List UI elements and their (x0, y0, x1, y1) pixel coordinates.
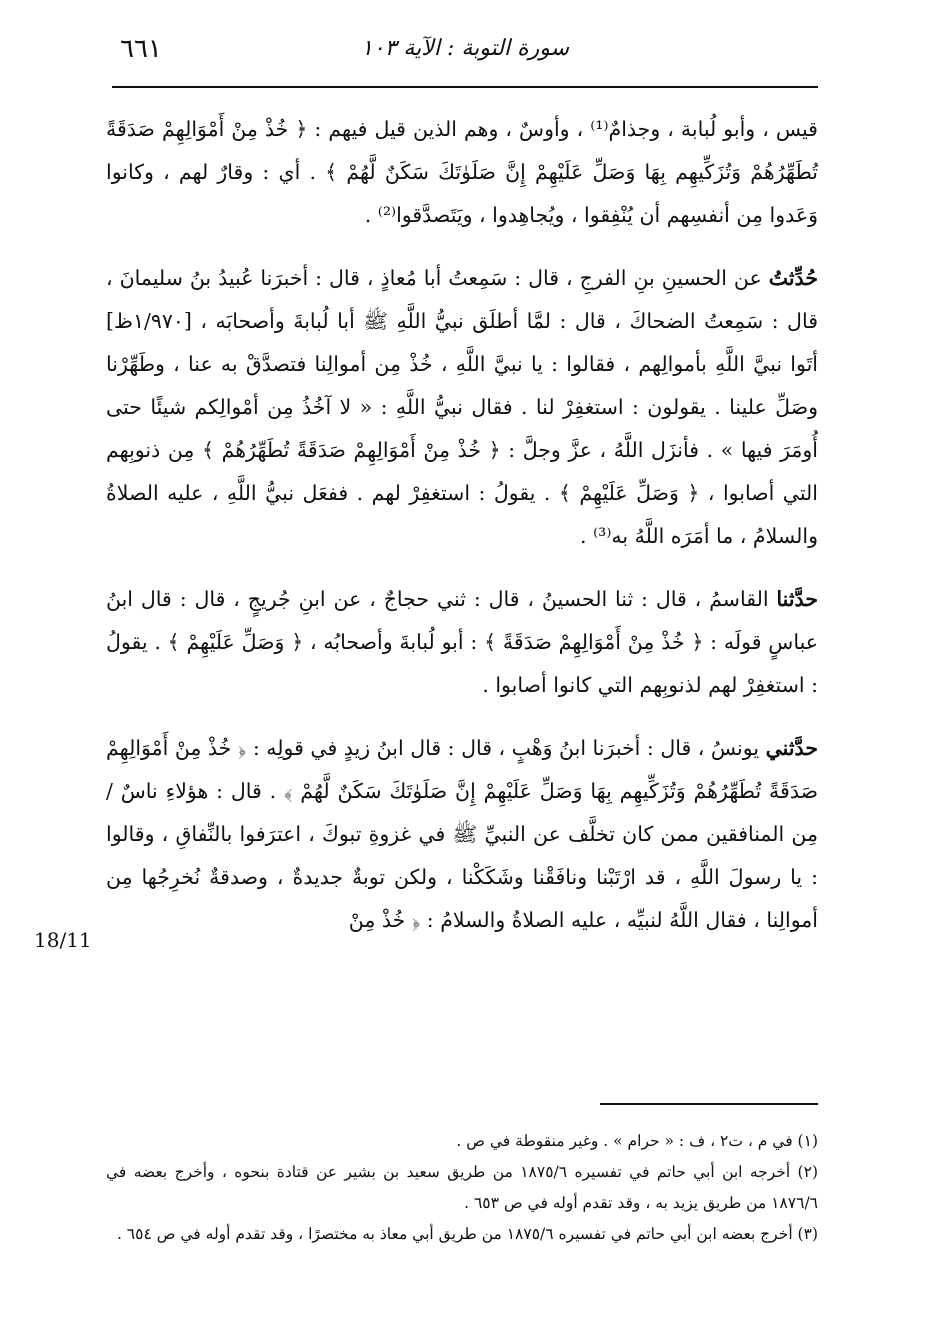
paragraph-3 (106, 578, 818, 707)
main-text (106, 108, 818, 962)
footnote-3: (٣) أخرج بعضه ابن أبي حاتم في تفسيره ١٨٧٥/٦ من طريق أبي معاذ به مختصرًا ، وقد تقدم أوله في ص ٦٥٤ . (116, 1225, 818, 1243)
paragraph-4-text: يونسُ ، قال : أخبرَنا ابنُ وَهْبٍ ، قال : قال ابنُ زيدٍ في قولِه : ﴿ خُذْ مِنْ أَمْوَالِهِمْ صَدَقَةً تُطَهِّرُهُمْ وَتُزَكِّيهِم بِهَا وَصَلِّ عَلَيْهِمْ إِنَّ صَلَوٰتَكَ سَكَنٌ لَّهُمْ ﴾ . قال : هؤلاءِ ناسٌ / مِن المنافقين ممن كان تخلَّف عن النبيِّ ﷺ في غزوةِ تبوكَ ، اعترَفوا بالنِّفاقِ ، وقالوا : يا رسولَ اللَّهِ ، قد ارْتَبْنا ونافَقْنا وشَكَكْنا ، ولكن توبةٌ جديدةٌ ، وصدقةٌ نُخرِجُها مِن أموالِنا ، فقال اللَّهُ لنبيِّه ، عليه الصلاةُ والسلامُ : ﴿ خُذْ مِنْ (106, 736, 818, 932)
running-title: سورة التوبة : الآية ١٠٣ (360, 36, 570, 61)
paragraph-3-text: القاسمُ ، قال : ثنا الحسينُ ، قال : ثني حجاجٌ ، عن ابنِ جُريجٍ ، قال : قال ابنُ عباسٍ قولَه : ﴿ خُذْ مِنْ أَمْوَالِهِمْ صَدَقَةً ﴾ : أبو لُبابةَ وأصحابُه ، ﴿ وَصَلِّ عَلَيْهِمْ ﴾ . يقولُ : استغفِرْ لهم لذنوبِهم التي كانوا أصابوا . (106, 587, 818, 697)
footnote-2: (٢) أخرجه ابن أبي حاتم في تفسيره ١٨٧٥/٦ من طريق سعيد بن بشير عن قتادة بنحوه ، وأخرج بعضه في ١٨٧٦/٦ من طريق يزيد به ، وقد تقدم أوله في ص ٦٥٣ . (106, 1163, 818, 1212)
footnote-1: (١) في م ، ت٢ ، ف : « حرام » . وغير منقوطة في ص . (456, 1132, 818, 1150)
paragraph-4-lead: حدَّثني (765, 736, 818, 760)
header-rule (112, 86, 818, 88)
paragraph-1-text: قيس ، وأبو لُبابة ، وجذامٌ⁽¹⁾ ، وأوسٌ ، وهم الذين قيل فيهم : ﴿ خُذْ مِنْ أَمْوَالِهِمْ صَدَقَةً تُطَهِّرُهُمْ وَتُزَكِّيهِم بِهَا وَصَلِّ عَلَيْهِمْ إِنَّ صَلَوٰتَكَ سَكَنٌ لَّهُمْ ﴾ . أي : وقارٌ لهم ، وكانوا وَعَدوا مِن أنفسِهم أن يُنْفِقوا ، ويُجاهِدوا ، ويَتَصدَّقوا⁽²⁾ . (106, 117, 818, 227)
paragraph-4 (106, 727, 818, 942)
paragraph-1 (106, 108, 818, 237)
page-header (112, 30, 818, 70)
page-number: ٦٦١ (120, 34, 162, 64)
paragraph-2-text: عن الحسينِ بنِ الفرجِ ، قال : سَمِعتُ أبا مُعاذٍ ، قال : أخبرَنا عُبيدُ بنُ سليمانَ ، قال : سَمِعتُ الضحاكَ ، قال : لمَّا أطلَق نبيُّ اللَّهِ ﷺ أبا لُبابةَ وأصحابَه ، [١/٩٧٠ظ] أتَوا نبيَّ اللَّهِ بأموالِهم ، فقالوا : يا نبيَّ اللَّهِ ، خُذْ مِن أموالِنا فتصدَّقْ به عنا ، وطَهِّرْنا وصَلِّ علينا . يقولون : استغفِرْ لنا . فقال نبيُّ اللَّهِ : « لا آخُذُ مِن أمْوالِكم شيئًا حتى أُومَرَ فيها » . فأنزَل اللَّهُ ، عزَّ وجلَّ : ﴿ خُذْ مِنْ أَمْوَالِهِمْ صَدَقَةً تُطَهِّرُهُمْ ﴾ مِن ذنوبِهم التي أصابوا ، ﴿ وَصَلِّ عَلَيْهِمْ ﴾ . يقولُ : استغفِرْ لهم . ففعَل نبيُّ اللَّهِ ، عليه الصلاةُ والسلامُ ، ما أمَرَه اللَّهُ به⁽³⁾ . (106, 266, 818, 548)
paragraph-2-lead: حُدِّثتُ (768, 266, 818, 290)
footnote-rule (600, 1103, 818, 1105)
paragraph-3-lead: حدَّثنا (776, 587, 818, 611)
paragraph-2 (106, 257, 818, 558)
footnotes (106, 1126, 818, 1250)
margin-reference: 18/11 (34, 928, 92, 952)
